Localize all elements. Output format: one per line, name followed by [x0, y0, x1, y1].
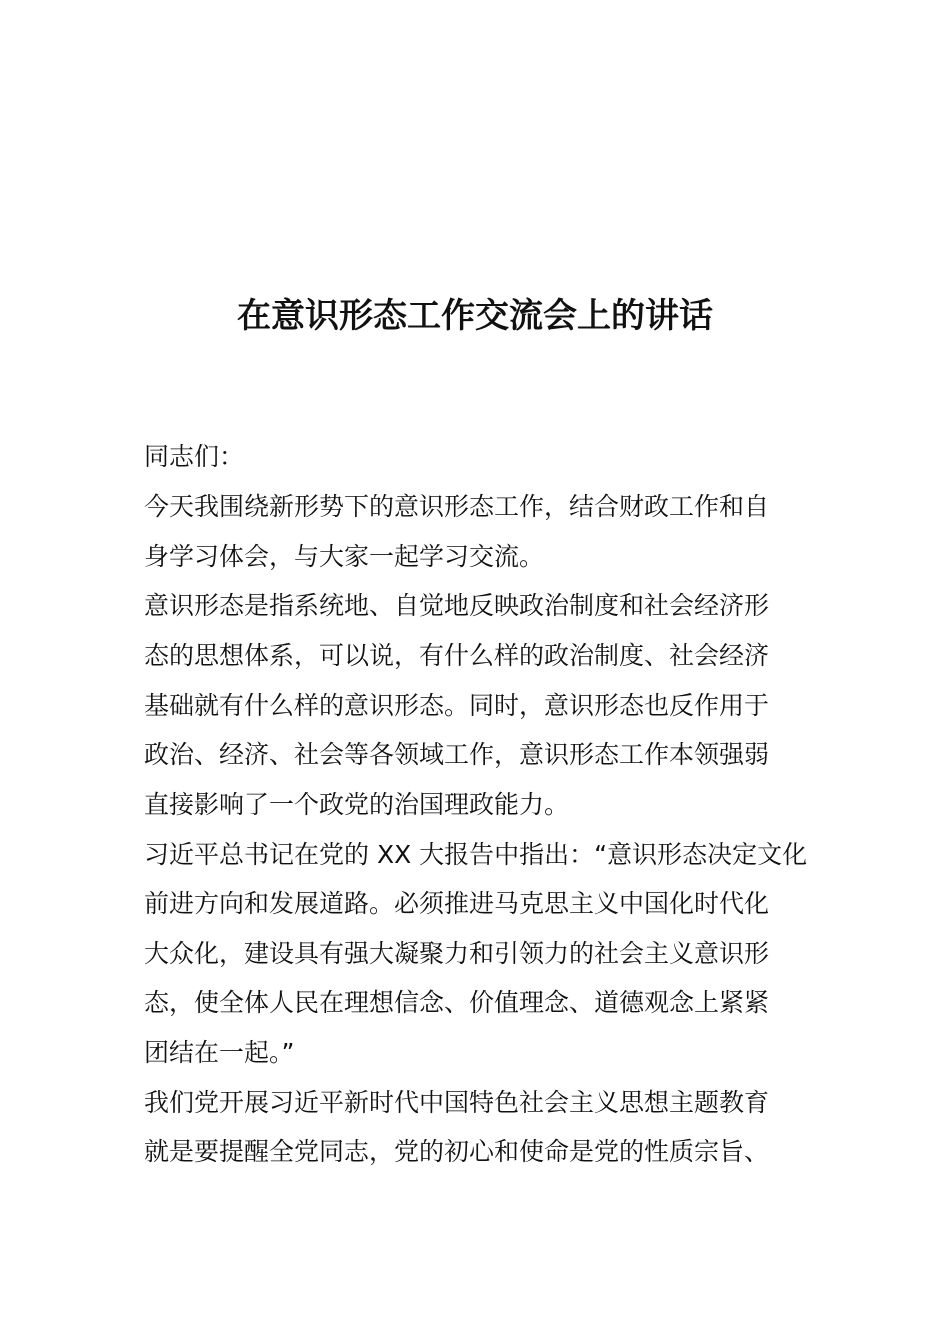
- paragraph-line: 意识形态是指系统地、自觉地反映政治制度和社会经济形: [144, 591, 770, 620]
- paragraph-line: 基础就有什么样的意识形态。同时，意识形态也反作用于: [144, 691, 770, 720]
- paragraph-line: 习近平总书记在党的 XX 大报告中指出：“意识形态决定文化: [144, 840, 808, 869]
- paragraph-line: 今天我围绕新形势下的意识形态工作，结合财政工作和自: [144, 492, 770, 521]
- paragraph-line: 团结在一起。”: [144, 1038, 295, 1067]
- greeting-line: 同志们：: [144, 442, 245, 471]
- paragraph-line: 大众化，建设具有强大凝聚力和引领力的社会主义意识形: [144, 939, 770, 968]
- document-title: 在意识形态工作交流会上的讲话: [237, 296, 713, 336]
- paragraph-line: 身学习体会，与大家一起学习交流。: [144, 542, 545, 571]
- paragraph-line: 就是要提醒全党同志，党的初心和使命是党的性质宗旨、: [144, 1137, 770, 1166]
- paragraph-line: 态的思想体系，可以说，有什么样的政治制度、社会经济: [144, 641, 770, 670]
- paragraph-line: 前进方向和发展道路。必须推进马克思主义中国化时代化: [144, 889, 770, 918]
- paragraph-line: 态，使全体人民在理想信念、价值理念、道德观念上紧紧: [144, 988, 770, 1017]
- paragraph-line: 直接影响了一个政党的治国理政能力。: [144, 790, 570, 819]
- paragraph-line: 我们党开展习近平新时代中国特色社会主义思想主题教育: [144, 1088, 770, 1117]
- paragraph-line: 政治、经济、社会等各领域工作，意识形态工作本领强弱: [144, 740, 770, 769]
